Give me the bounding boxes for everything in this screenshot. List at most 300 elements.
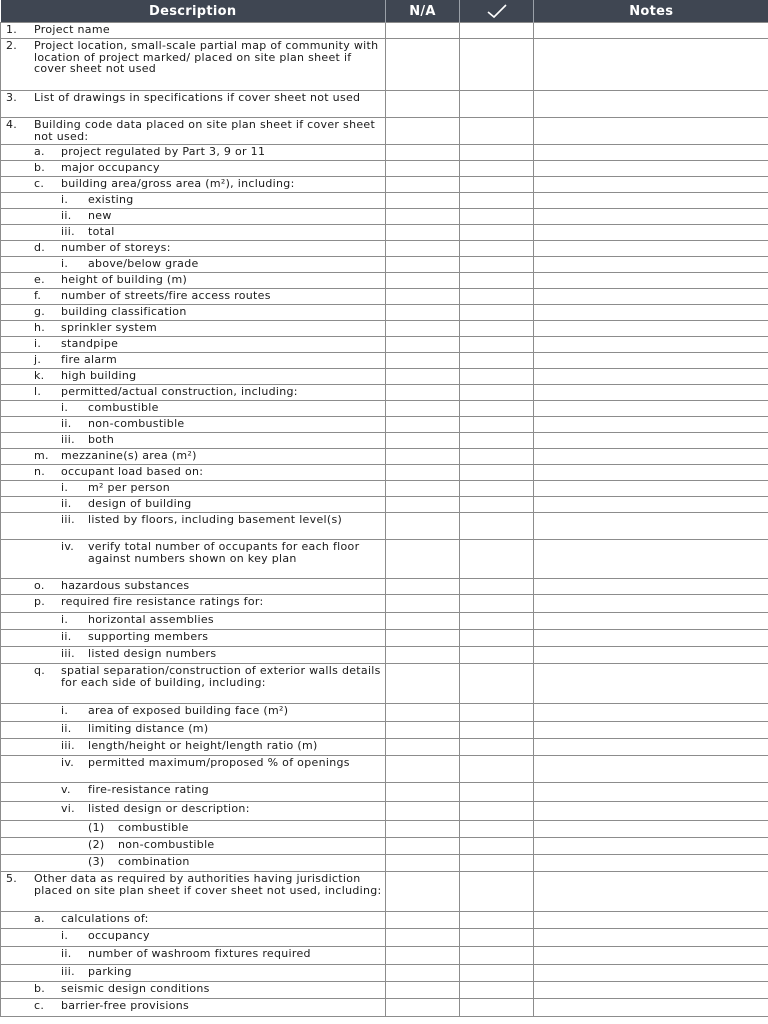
na-cell[interactable] <box>386 540 460 579</box>
na-cell[interactable] <box>386 912 460 929</box>
item-marker: p. <box>34 595 46 608</box>
na-cell[interactable] <box>386 39 460 91</box>
description-cell <box>1 225 386 241</box>
table-row <box>1 417 768 433</box>
item-marker: i. <box>61 257 69 270</box>
table-row <box>1 465 768 481</box>
notes-cell[interactable] <box>534 417 768 433</box>
na-cell[interactable] <box>386 91 460 118</box>
table-row <box>1 369 768 385</box>
na-cell[interactable] <box>386 321 460 337</box>
item-text: total <box>88 225 115 238</box>
item-marker: b. <box>34 161 46 174</box>
item-text: above/below grade <box>88 257 199 270</box>
description-cell <box>1 118 386 145</box>
na-cell[interactable] <box>386 999 460 1017</box>
na-cell[interactable] <box>386 481 460 497</box>
notes-header: Notes <box>534 0 768 23</box>
description-cell <box>1 273 386 289</box>
item-marker: ii. <box>61 209 72 222</box>
na-cell[interactable] <box>386 161 460 177</box>
check-cell[interactable] <box>460 465 534 481</box>
item-text: building area/gross area (m²), including: <box>61 177 295 190</box>
na-cell[interactable] <box>386 965 460 982</box>
description-cell <box>1 91 386 118</box>
table-row <box>1 838 768 855</box>
notes-cell[interactable] <box>534 257 768 273</box>
description-cell <box>1 838 386 855</box>
check-cell[interactable] <box>460 838 534 855</box>
item-text: listed design numbers <box>88 647 217 660</box>
item-marker: iii. <box>61 647 75 660</box>
na-cell[interactable] <box>386 23 460 39</box>
item-marker: ii. <box>61 630 72 643</box>
notes-cell[interactable] <box>534 241 768 257</box>
item-marker: g. <box>34 305 46 318</box>
check-cell[interactable] <box>460 193 534 209</box>
table-row <box>1 433 768 449</box>
notes-cell[interactable] <box>534 647 768 664</box>
na-cell[interactable] <box>386 145 460 161</box>
table-row <box>1 783 768 802</box>
table-row <box>1 540 768 579</box>
table-row <box>1 225 768 241</box>
notes-cell[interactable] <box>534 385 768 401</box>
description-cell <box>1 929 386 947</box>
check-cell[interactable] <box>460 91 534 118</box>
item-marker: 1. <box>6 23 18 36</box>
na-cell[interactable] <box>386 739 460 756</box>
na-cell[interactable] <box>386 513 460 540</box>
item-text: standpipe <box>61 337 119 350</box>
notes-cell[interactable] <box>534 999 768 1017</box>
check-cell[interactable] <box>460 664 534 704</box>
check-cell[interactable] <box>460 947 534 965</box>
check-cell[interactable] <box>460 337 534 353</box>
item-text: required fire resistance ratings for: <box>61 595 264 608</box>
item-text: barrier-free provisions <box>61 999 190 1012</box>
table-row <box>1 872 768 912</box>
na-cell[interactable] <box>386 802 460 821</box>
notes-cell[interactable] <box>534 497 768 513</box>
item-text: hazardous substances <box>61 579 190 592</box>
item-text: non-combustible <box>118 838 215 851</box>
na-cell[interactable] <box>386 465 460 481</box>
check-cell[interactable] <box>460 739 534 756</box>
table-row <box>1 664 768 704</box>
item-text: verify total number of occupants for each floor against numbers shown on key plan <box>88 540 360 565</box>
item-marker: v. <box>61 783 71 796</box>
description-cell <box>1 912 386 929</box>
notes-cell[interactable] <box>534 630 768 647</box>
notes-cell[interactable] <box>534 579 768 595</box>
description-cell <box>1 821 386 838</box>
table-row <box>1 39 768 91</box>
item-marker: i. <box>34 337 42 350</box>
check-cell[interactable] <box>460 257 534 273</box>
item-text: fire alarm <box>61 353 118 366</box>
na-cell[interactable] <box>386 497 460 513</box>
notes-cell[interactable] <box>534 289 768 305</box>
description-cell <box>1 337 386 353</box>
table-row <box>1 929 768 947</box>
na-cell[interactable] <box>386 209 460 225</box>
table-row <box>1 982 768 999</box>
notes-cell[interactable] <box>534 739 768 756</box>
item-text: combustible <box>118 821 189 834</box>
table-row <box>1 912 768 929</box>
notes-cell[interactable] <box>534 855 768 872</box>
item-marker: (1) <box>88 821 105 834</box>
item-marker: iii. <box>61 433 75 446</box>
table-row <box>1 91 768 118</box>
check-cell[interactable] <box>460 177 534 193</box>
notes-cell[interactable] <box>534 91 768 118</box>
check-header <box>460 0 534 23</box>
check-cell[interactable] <box>460 225 534 241</box>
check-cell[interactable] <box>460 802 534 821</box>
na-cell[interactable] <box>386 579 460 595</box>
description-cell <box>1 630 386 647</box>
na-cell[interactable] <box>386 118 460 145</box>
check-cell[interactable] <box>460 929 534 947</box>
notes-cell[interactable] <box>534 513 768 540</box>
description-cell <box>1 739 386 756</box>
item-text: both <box>88 433 115 446</box>
na-cell[interactable] <box>386 289 460 305</box>
notes-cell[interactable] <box>534 965 768 982</box>
na-cell[interactable] <box>386 449 460 465</box>
item-marker: f. <box>34 289 42 302</box>
item-text: limiting distance (m) <box>88 722 209 735</box>
na-cell[interactable] <box>386 929 460 947</box>
notes-cell[interactable] <box>534 802 768 821</box>
check-cell[interactable] <box>460 613 534 630</box>
na-cell[interactable] <box>386 722 460 739</box>
notes-cell[interactable] <box>534 321 768 337</box>
item-marker: ii. <box>61 947 72 960</box>
check-cell[interactable] <box>460 385 534 401</box>
description-cell <box>1 647 386 664</box>
item-text: calculations of: <box>61 912 149 925</box>
notes-cell[interactable] <box>534 465 768 481</box>
description-cell <box>1 23 386 39</box>
notes-cell[interactable] <box>534 947 768 965</box>
na-cell[interactable] <box>386 369 460 385</box>
na-cell[interactable] <box>386 305 460 321</box>
check-cell[interactable] <box>460 872 534 912</box>
description-cell <box>1 177 386 193</box>
na-cell[interactable] <box>386 225 460 241</box>
table-row <box>1 161 768 177</box>
na-cell[interactable] <box>386 595 460 613</box>
item-marker: i. <box>61 704 69 717</box>
na-cell[interactable] <box>386 872 460 912</box>
notes-cell[interactable] <box>534 305 768 321</box>
check-cell[interactable] <box>460 23 534 39</box>
item-marker: vi. <box>61 802 75 815</box>
notes-cell[interactable] <box>534 722 768 739</box>
na-cell[interactable] <box>386 337 460 353</box>
na-cell[interactable] <box>386 947 460 965</box>
check-cell[interactable] <box>460 305 534 321</box>
check-cell[interactable] <box>460 433 534 449</box>
check-cell[interactable] <box>460 289 534 305</box>
description-header: Description <box>1 0 386 23</box>
na-cell[interactable] <box>386 704 460 722</box>
item-marker: k. <box>34 369 45 382</box>
na-cell[interactable] <box>386 433 460 449</box>
check-cell[interactable] <box>460 209 534 225</box>
item-text: permitted/actual construction, including: <box>61 385 298 398</box>
na-cell[interactable] <box>386 241 460 257</box>
notes-cell[interactable] <box>534 177 768 193</box>
description-cell <box>1 353 386 369</box>
check-cell[interactable] <box>460 630 534 647</box>
notes-cell[interactable] <box>534 982 768 999</box>
item-text: Other data as required by authorities having jurisdiction placed on site plan sheet if cover sheet not used, including: <box>34 872 382 897</box>
item-marker: iii. <box>61 739 75 752</box>
table-row <box>1 855 768 872</box>
table-row <box>1 947 768 965</box>
na-cell[interactable] <box>386 630 460 647</box>
na-cell[interactable] <box>386 193 460 209</box>
item-text: parking <box>88 965 132 978</box>
description-cell <box>1 802 386 821</box>
item-marker: a. <box>34 912 45 925</box>
check-cell[interactable] <box>460 449 534 465</box>
check-cell[interactable] <box>460 999 534 1017</box>
check-cell[interactable] <box>460 982 534 999</box>
check-cell[interactable] <box>460 579 534 595</box>
notes-cell[interactable] <box>534 613 768 630</box>
notes-cell[interactable] <box>534 225 768 241</box>
notes-cell[interactable] <box>534 401 768 417</box>
notes-cell[interactable] <box>534 353 768 369</box>
na-cell[interactable] <box>386 385 460 401</box>
item-marker: (2) <box>88 838 105 851</box>
item-marker: i. <box>61 481 69 494</box>
description-cell <box>1 161 386 177</box>
table-row <box>1 209 768 225</box>
check-cell[interactable] <box>460 647 534 664</box>
check-cell[interactable] <box>460 965 534 982</box>
table-row <box>1 118 768 145</box>
description-cell <box>1 704 386 722</box>
na-header: N/A <box>386 0 460 23</box>
item-text: building classification <box>61 305 187 318</box>
notes-cell[interactable] <box>534 449 768 465</box>
item-text: supporting members <box>88 630 209 643</box>
notes-cell[interactable] <box>534 540 768 579</box>
check-cell[interactable] <box>460 595 534 613</box>
check-cell[interactable] <box>460 369 534 385</box>
item-text: Building code data placed on site plan sheet if cover sheet not used: <box>34 118 376 143</box>
na-cell[interactable] <box>386 647 460 664</box>
notes-cell[interactable] <box>534 273 768 289</box>
item-marker: iii. <box>61 513 75 526</box>
notes-cell[interactable] <box>534 481 768 497</box>
na-cell[interactable] <box>386 821 460 838</box>
check-cell[interactable] <box>460 161 534 177</box>
item-text: permitted maximum/proposed % of openings <box>88 756 350 769</box>
notes-cell[interactable] <box>534 209 768 225</box>
description-cell <box>1 579 386 595</box>
check-cell[interactable] <box>460 39 534 91</box>
item-marker: 2. <box>6 39 18 52</box>
item-text: listed by floors, including basement level(s) <box>88 513 343 526</box>
notes-cell[interactable] <box>534 821 768 838</box>
check-cell[interactable] <box>460 145 534 161</box>
table-row <box>1 23 768 39</box>
check-cell[interactable] <box>460 417 534 433</box>
description-cell <box>1 241 386 257</box>
header-row <box>1 0 768 23</box>
table-row <box>1 821 768 838</box>
check-cell[interactable] <box>460 353 534 369</box>
check-cell[interactable] <box>460 912 534 929</box>
notes-cell[interactable] <box>534 23 768 39</box>
description-cell <box>1 39 386 91</box>
table-row <box>1 449 768 465</box>
description-cell <box>1 595 386 613</box>
table-row <box>1 579 768 595</box>
table-row <box>1 273 768 289</box>
item-marker: c. <box>34 999 45 1012</box>
table-row <box>1 999 768 1017</box>
table-row <box>1 257 768 273</box>
notes-cell[interactable] <box>534 912 768 929</box>
na-cell[interactable] <box>386 855 460 872</box>
item-marker: j. <box>34 353 42 366</box>
item-marker: h. <box>34 321 46 334</box>
description-cell <box>1 756 386 783</box>
check-cell[interactable] <box>460 273 534 289</box>
table-row <box>1 385 768 401</box>
na-cell[interactable] <box>386 353 460 369</box>
na-cell[interactable] <box>386 982 460 999</box>
table-row <box>1 802 768 821</box>
check-cell[interactable] <box>460 783 534 802</box>
item-text: height of building (m) <box>61 273 188 286</box>
na-cell[interactable] <box>386 401 460 417</box>
na-cell[interactable] <box>386 417 460 433</box>
na-cell[interactable] <box>386 664 460 704</box>
description-cell <box>1 947 386 965</box>
item-text: mezzanine(s) area (m²) <box>61 449 197 462</box>
check-cell[interactable] <box>460 540 534 579</box>
description-cell <box>1 305 386 321</box>
notes-cell[interactable] <box>534 783 768 802</box>
notes-cell[interactable] <box>534 704 768 722</box>
check-cell[interactable] <box>460 401 534 417</box>
table-row <box>1 481 768 497</box>
notes-cell[interactable] <box>534 145 768 161</box>
item-text: project regulated by Part 3, 9 or 11 <box>61 145 266 158</box>
item-marker: iv. <box>61 540 75 553</box>
description-cell <box>1 513 386 540</box>
na-cell[interactable] <box>386 783 460 802</box>
table-row <box>1 739 768 756</box>
item-text: combination <box>118 855 190 868</box>
na-cell[interactable] <box>386 177 460 193</box>
table-row <box>1 289 768 305</box>
notes-cell[interactable] <box>534 433 768 449</box>
check-cell[interactable] <box>460 118 534 145</box>
na-cell[interactable] <box>386 613 460 630</box>
item-marker: b. <box>34 982 46 995</box>
na-cell[interactable] <box>386 257 460 273</box>
check-cell[interactable] <box>460 481 534 497</box>
item-marker: n. <box>34 465 46 478</box>
item-text: listed design or description: <box>88 802 250 815</box>
notes-cell[interactable] <box>534 838 768 855</box>
description-cell <box>1 433 386 449</box>
check-cell[interactable] <box>460 321 534 337</box>
check-cell[interactable] <box>460 821 534 838</box>
table-row <box>1 305 768 321</box>
notes-cell[interactable] <box>534 118 768 145</box>
check-cell[interactable] <box>460 855 534 872</box>
notes-cell[interactable] <box>534 39 768 91</box>
item-text: area of exposed building face (m²) <box>88 704 289 717</box>
check-cell[interactable] <box>460 756 534 783</box>
item-text: occupant load based on: <box>61 465 204 478</box>
table-row <box>1 756 768 783</box>
check-cell[interactable] <box>460 241 534 257</box>
checkmark-icon <box>486 3 508 19</box>
notes-cell[interactable] <box>534 872 768 912</box>
check-cell[interactable] <box>460 497 534 513</box>
item-text: m² per person <box>88 481 170 494</box>
item-marker: 4. <box>6 118 18 131</box>
description-cell <box>1 872 386 912</box>
check-cell[interactable] <box>460 722 534 739</box>
item-marker: i. <box>61 613 69 626</box>
check-cell[interactable] <box>460 513 534 540</box>
na-cell[interactable] <box>386 838 460 855</box>
notes-cell[interactable] <box>534 756 768 783</box>
item-marker: 3. <box>6 91 18 104</box>
table-row <box>1 647 768 664</box>
item-text: spatial separation/construction of exterior walls details for each side of building, including: <box>61 664 381 689</box>
notes-cell[interactable] <box>534 595 768 613</box>
na-cell[interactable] <box>386 273 460 289</box>
table-row <box>1 595 768 613</box>
notes-cell[interactable] <box>534 369 768 385</box>
notes-cell[interactable] <box>534 929 768 947</box>
item-marker: i. <box>61 401 69 414</box>
table-row <box>1 353 768 369</box>
notes-cell[interactable] <box>534 161 768 177</box>
notes-cell[interactable] <box>534 337 768 353</box>
description-cell <box>1 145 386 161</box>
description-cell <box>1 664 386 704</box>
item-text: length/height or height/length ratio (m) <box>88 739 318 752</box>
description-cell <box>1 257 386 273</box>
item-text: combustible <box>88 401 159 414</box>
item-marker: e. <box>34 273 45 286</box>
notes-cell[interactable] <box>534 664 768 704</box>
item-text: Project location, small-scale partial map of community with location of project marked/ placed on site plan sheet if cover sheet not used <box>34 39 379 75</box>
item-marker: ii. <box>61 497 72 510</box>
check-cell[interactable] <box>460 704 534 722</box>
notes-cell[interactable] <box>534 193 768 209</box>
na-cell[interactable] <box>386 756 460 783</box>
item-text: non-combustible <box>88 417 185 430</box>
description-cell <box>1 369 386 385</box>
item-text: Project name <box>34 23 110 36</box>
